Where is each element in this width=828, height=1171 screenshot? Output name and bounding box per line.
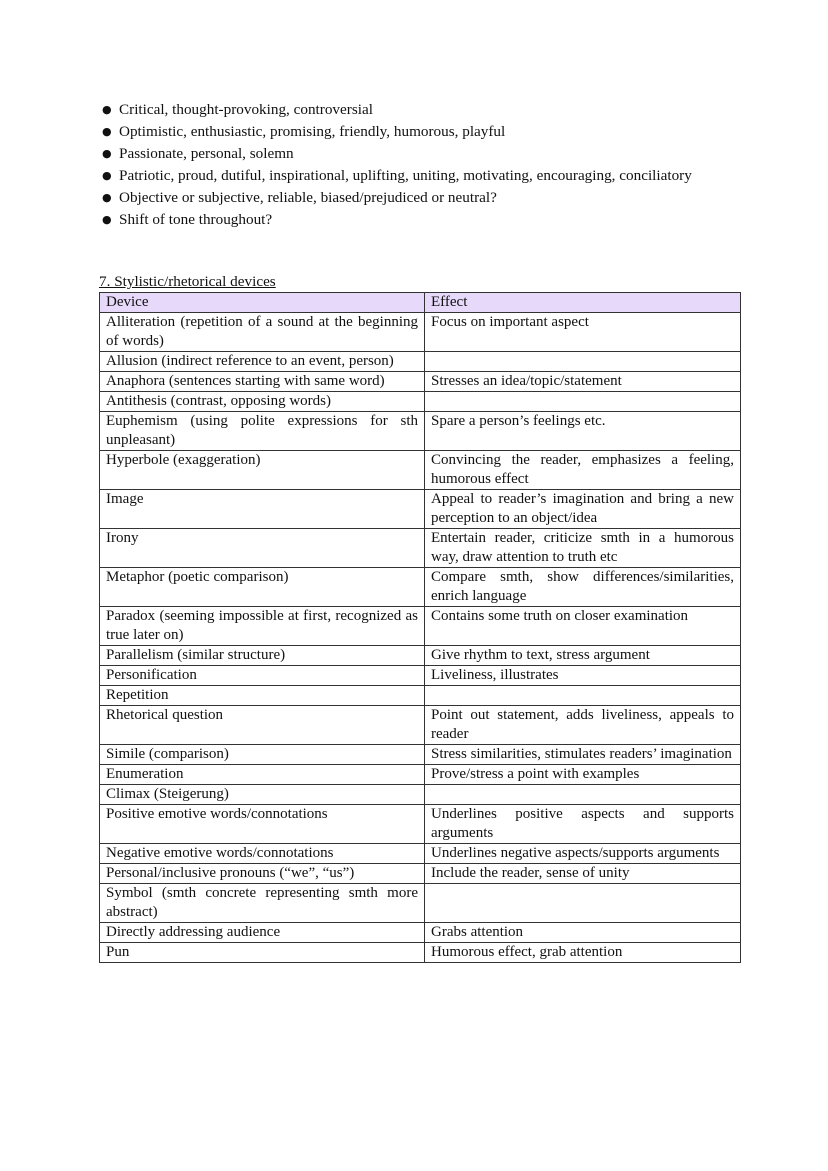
table-row [100,392,741,412]
header-effect: Effect [425,293,741,313]
effect-cell: Give rhythm to text, stress argument [425,646,741,666]
table-row [100,686,741,706]
table-header-row [100,293,741,313]
table-row [100,607,741,646]
bullet-icon: ● [102,103,112,116]
list-item [100,166,732,186]
list-item [100,100,732,120]
bullet-icon: ● [102,125,112,138]
tone-bullet-list [100,100,732,232]
list-item-text: Optimistic, enthusiastic, promising, friendly, humorous, playful [119,123,506,140]
effect-cell: Prove/stress a point with examples [425,765,741,785]
list-item-text: Passionate, personal, solemn [119,145,294,162]
device-cell: Climax (Steigerung) [100,785,425,805]
table-row [100,568,741,607]
effect-cell: Spare a person’s feelings etc. [425,412,741,451]
device-cell: Image [100,490,425,529]
effect-cell: Focus on important aspect [425,313,741,352]
table-row [100,313,741,352]
list-item [100,188,732,208]
effect-cell: Stress similarities, stimulates readers’ imagination [425,745,741,765]
effect-cell: Stresses an idea/topic/statement [425,372,741,392]
device-cell: Personal/inclusive pronouns (“we”, “us”) [100,864,425,884]
device-cell: Alliteration (repetition of a sound at the beginning of words) [100,313,425,352]
header-device: Device [100,293,425,313]
table-row [100,805,741,844]
table-row [100,372,741,392]
effect-cell: Point out statement, adds liveliness, appeals to reader [425,706,741,745]
devices-table [99,292,741,963]
device-cell: Symbol (smth concrete representing smth more abstract) [100,884,425,923]
effect-cell: Include the reader, sense of unity [425,864,741,884]
bullet-icon: ● [102,213,112,226]
device-cell: Positive emotive words/connotations [100,805,425,844]
table-row [100,646,741,666]
bullet-icon: ● [102,191,112,204]
list-item [100,122,732,142]
device-cell: Anaphora (sentences starting with same word) [100,372,425,392]
list-item-text: Shift of tone throughout? [119,211,273,228]
table-row [100,529,741,568]
effect-cell: Contains some truth on closer examination [425,607,741,646]
device-cell: Negative emotive words/connotations [100,844,425,864]
effect-cell [425,884,741,923]
table-row [100,884,741,923]
table-row [100,785,741,805]
effect-cell: Convincing the reader, emphasizes a feeling, humorous effect [425,451,741,490]
list-item [100,210,732,230]
device-cell: Rhetorical question [100,706,425,745]
device-cell: Simile (comparison) [100,745,425,765]
device-cell: Directly addressing audience [100,923,425,943]
effect-cell: Underlines negative aspects/supports arguments [425,844,741,864]
effect-cell [425,352,741,372]
effect-cell: Grabs attention [425,923,741,943]
table-row [100,864,741,884]
table-row [100,352,741,372]
table-body [100,313,741,963]
effect-cell [425,686,741,706]
device-cell: Personification [100,666,425,686]
device-cell: Pun [100,943,425,963]
table-row [100,943,741,963]
table-row [100,745,741,765]
table-row [100,765,741,785]
effect-cell: Compare smth, show differences/similarities, enrich language [425,568,741,607]
effect-cell: Appeal to reader’s imagination and bring a new perception to an object/idea [425,490,741,529]
table-row [100,706,741,745]
device-cell: Enumeration [100,765,425,785]
effect-cell [425,785,741,805]
device-cell: Hyperbole (exaggeration) [100,451,425,490]
device-cell: Repetition [100,686,425,706]
list-item-text: Critical, thought-provoking, controversial [119,101,373,118]
device-cell: Irony [100,529,425,568]
list-item [100,144,732,164]
effect-cell: Underlines positive aspects and supports arguments [425,805,741,844]
device-cell: Antithesis (contrast, opposing words) [100,392,425,412]
device-cell: Euphemism (using polite expressions for sth unpleasant) [100,412,425,451]
table-row [100,490,741,529]
list-item-text: Patriotic, proud, dutiful, inspirational, uplifting, uniting, motivating, encouraging, conciliatory [119,167,692,184]
device-cell: Metaphor (poetic comparison) [100,568,425,607]
list-item-text: Objective or subjective, reliable, biased/prejudiced or neutral? [119,189,497,206]
effect-cell: Humorous effect, grab attention [425,943,741,963]
bullet-icon: ● [102,169,112,182]
device-cell: Paradox (seeming impossible at first, recognized as true later on) [100,607,425,646]
effect-cell: Liveliness, illustrates [425,666,741,686]
section-title: 7. Stylistic/rhetorical devices [99,273,276,290]
device-cell: Allusion (indirect reference to an event, person) [100,352,425,372]
table-row [100,844,741,864]
effect-cell [425,392,741,412]
table-row [100,666,741,686]
effect-cell: Entertain reader, criticize smth in a humorous way, draw attention to truth etc [425,529,741,568]
device-cell: Parallelism (similar structure) [100,646,425,666]
table-row [100,412,741,451]
bullet-icon: ● [102,147,112,160]
table-row [100,923,741,943]
table-row [100,451,741,490]
